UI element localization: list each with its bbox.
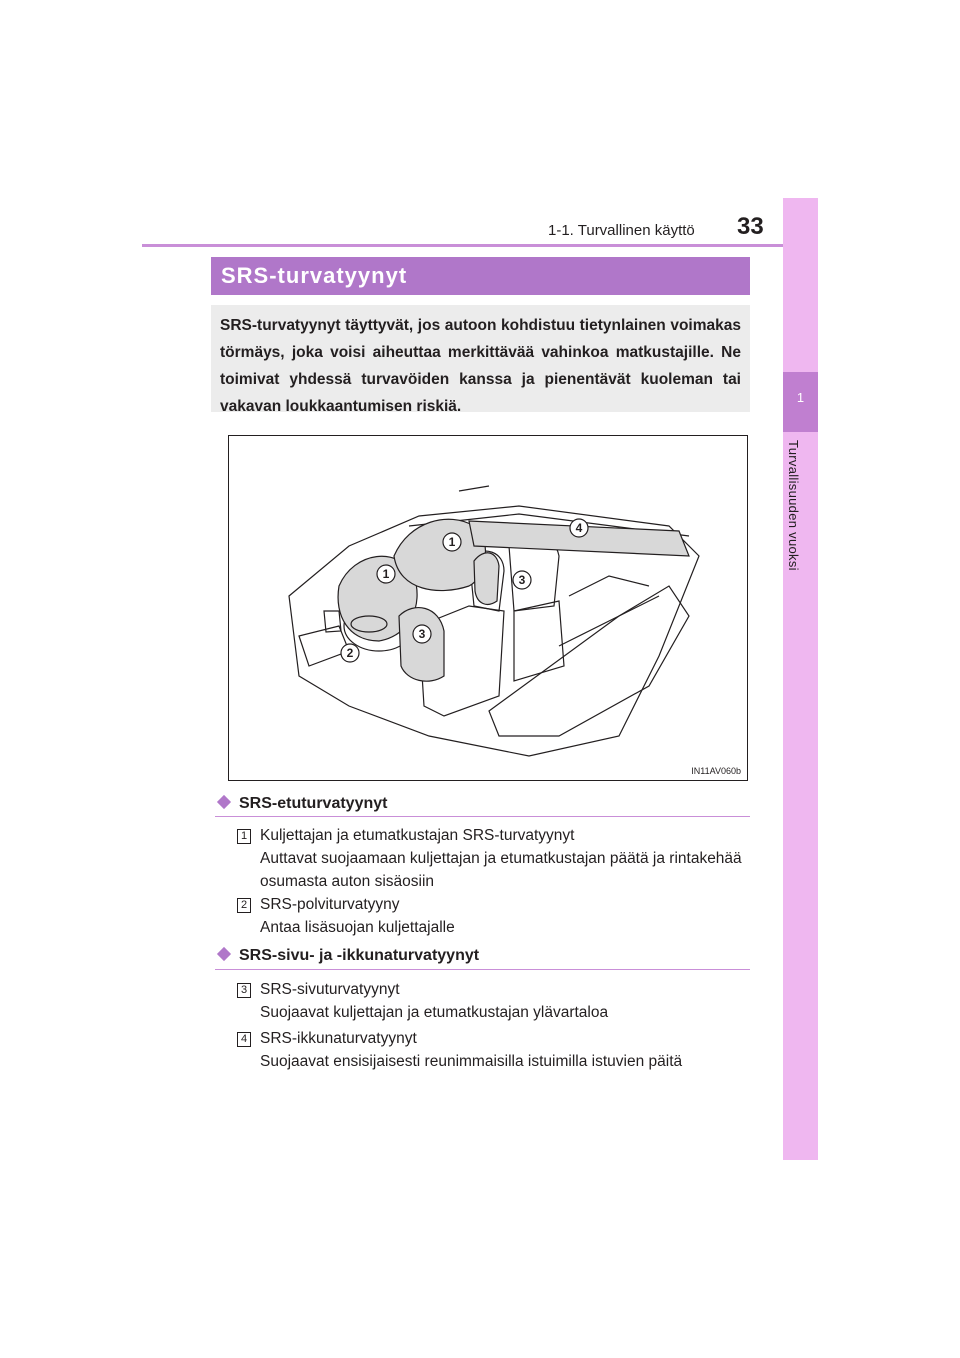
item-title: SRS-polviturvatyyny [260, 896, 400, 913]
airbag-illustration [228, 435, 748, 781]
item-number: 4 [237, 1032, 251, 1047]
callout-label: 4 [575, 521, 583, 535]
figure-code: IN11AV060b [691, 766, 741, 776]
group-heading-front [215, 795, 387, 813]
list-item [260, 978, 750, 1024]
callout-label: 1 [448, 535, 456, 549]
item-description: Antaa lisäsuojan kuljettajalle [260, 919, 455, 936]
chapter-label: Turvallisuuden vuoksi [786, 440, 801, 571]
car-interior-drawing [229, 436, 747, 780]
section-divider [215, 969, 750, 970]
group-heading-text: SRS-etuturvatyynyt [239, 795, 388, 812]
list-item [260, 824, 750, 893]
page-number: 33 [737, 213, 764, 240]
callout-label: 3 [418, 627, 426, 641]
group-heading-side [215, 947, 479, 965]
chapter-side-tab [783, 198, 818, 1160]
section-divider [215, 816, 750, 817]
chapter-title: 1-1. Turvallinen käyttö [548, 222, 695, 239]
item-description: Suojaavat kuljettajan ja etumatkustajan ylävartaloa [260, 1004, 609, 1021]
list-item [260, 893, 750, 939]
chapter-number: 1 [796, 390, 805, 405]
diamond-bullet-icon [217, 947, 231, 961]
intro-text: SRS-turvatyynyt täyttyvät, jos autoon kohdistuu tietynlainen voimakas törmäys, joka voisi aiheuttaa merkittävää vahinkoa matkustajille. Ne toimivat yhdessä turvavöiden kanssa ja pienentävät kuoleman tai vakavan loukkaantumisen riskiä. [211, 305, 750, 412]
header-divider [142, 244, 818, 247]
item-description: Auttavat suojaamaan kuljettajan ja etumatkustajan päätä ja rintakehää osumasta auton sisäosiin [260, 850, 742, 890]
item-description: Suojaavat ensisijaisesti reunimmaisilla istuimilla istuvien päitä [260, 1053, 683, 1070]
item-number: 1 [237, 829, 251, 844]
item-title: SRS-sivuturvatyynyt [260, 981, 400, 998]
group-heading-text: SRS-sivu- ja -ikkunaturvatyynyt [239, 947, 480, 964]
callout-label: 2 [346, 646, 354, 660]
item-title: Kuljettajan ja etumatkustajan SRS-turvatyynyt [260, 827, 575, 844]
item-title: SRS-ikkunaturvatyynyt [260, 1030, 417, 1047]
list-item [260, 1027, 750, 1073]
callout-label: 1 [382, 567, 390, 581]
diamond-bullet-icon [217, 795, 231, 809]
section-title: SRS-turvatyynyt [211, 257, 750, 295]
item-number: 2 [237, 898, 251, 913]
item-number: 3 [237, 983, 251, 998]
callout-label: 3 [518, 573, 526, 587]
